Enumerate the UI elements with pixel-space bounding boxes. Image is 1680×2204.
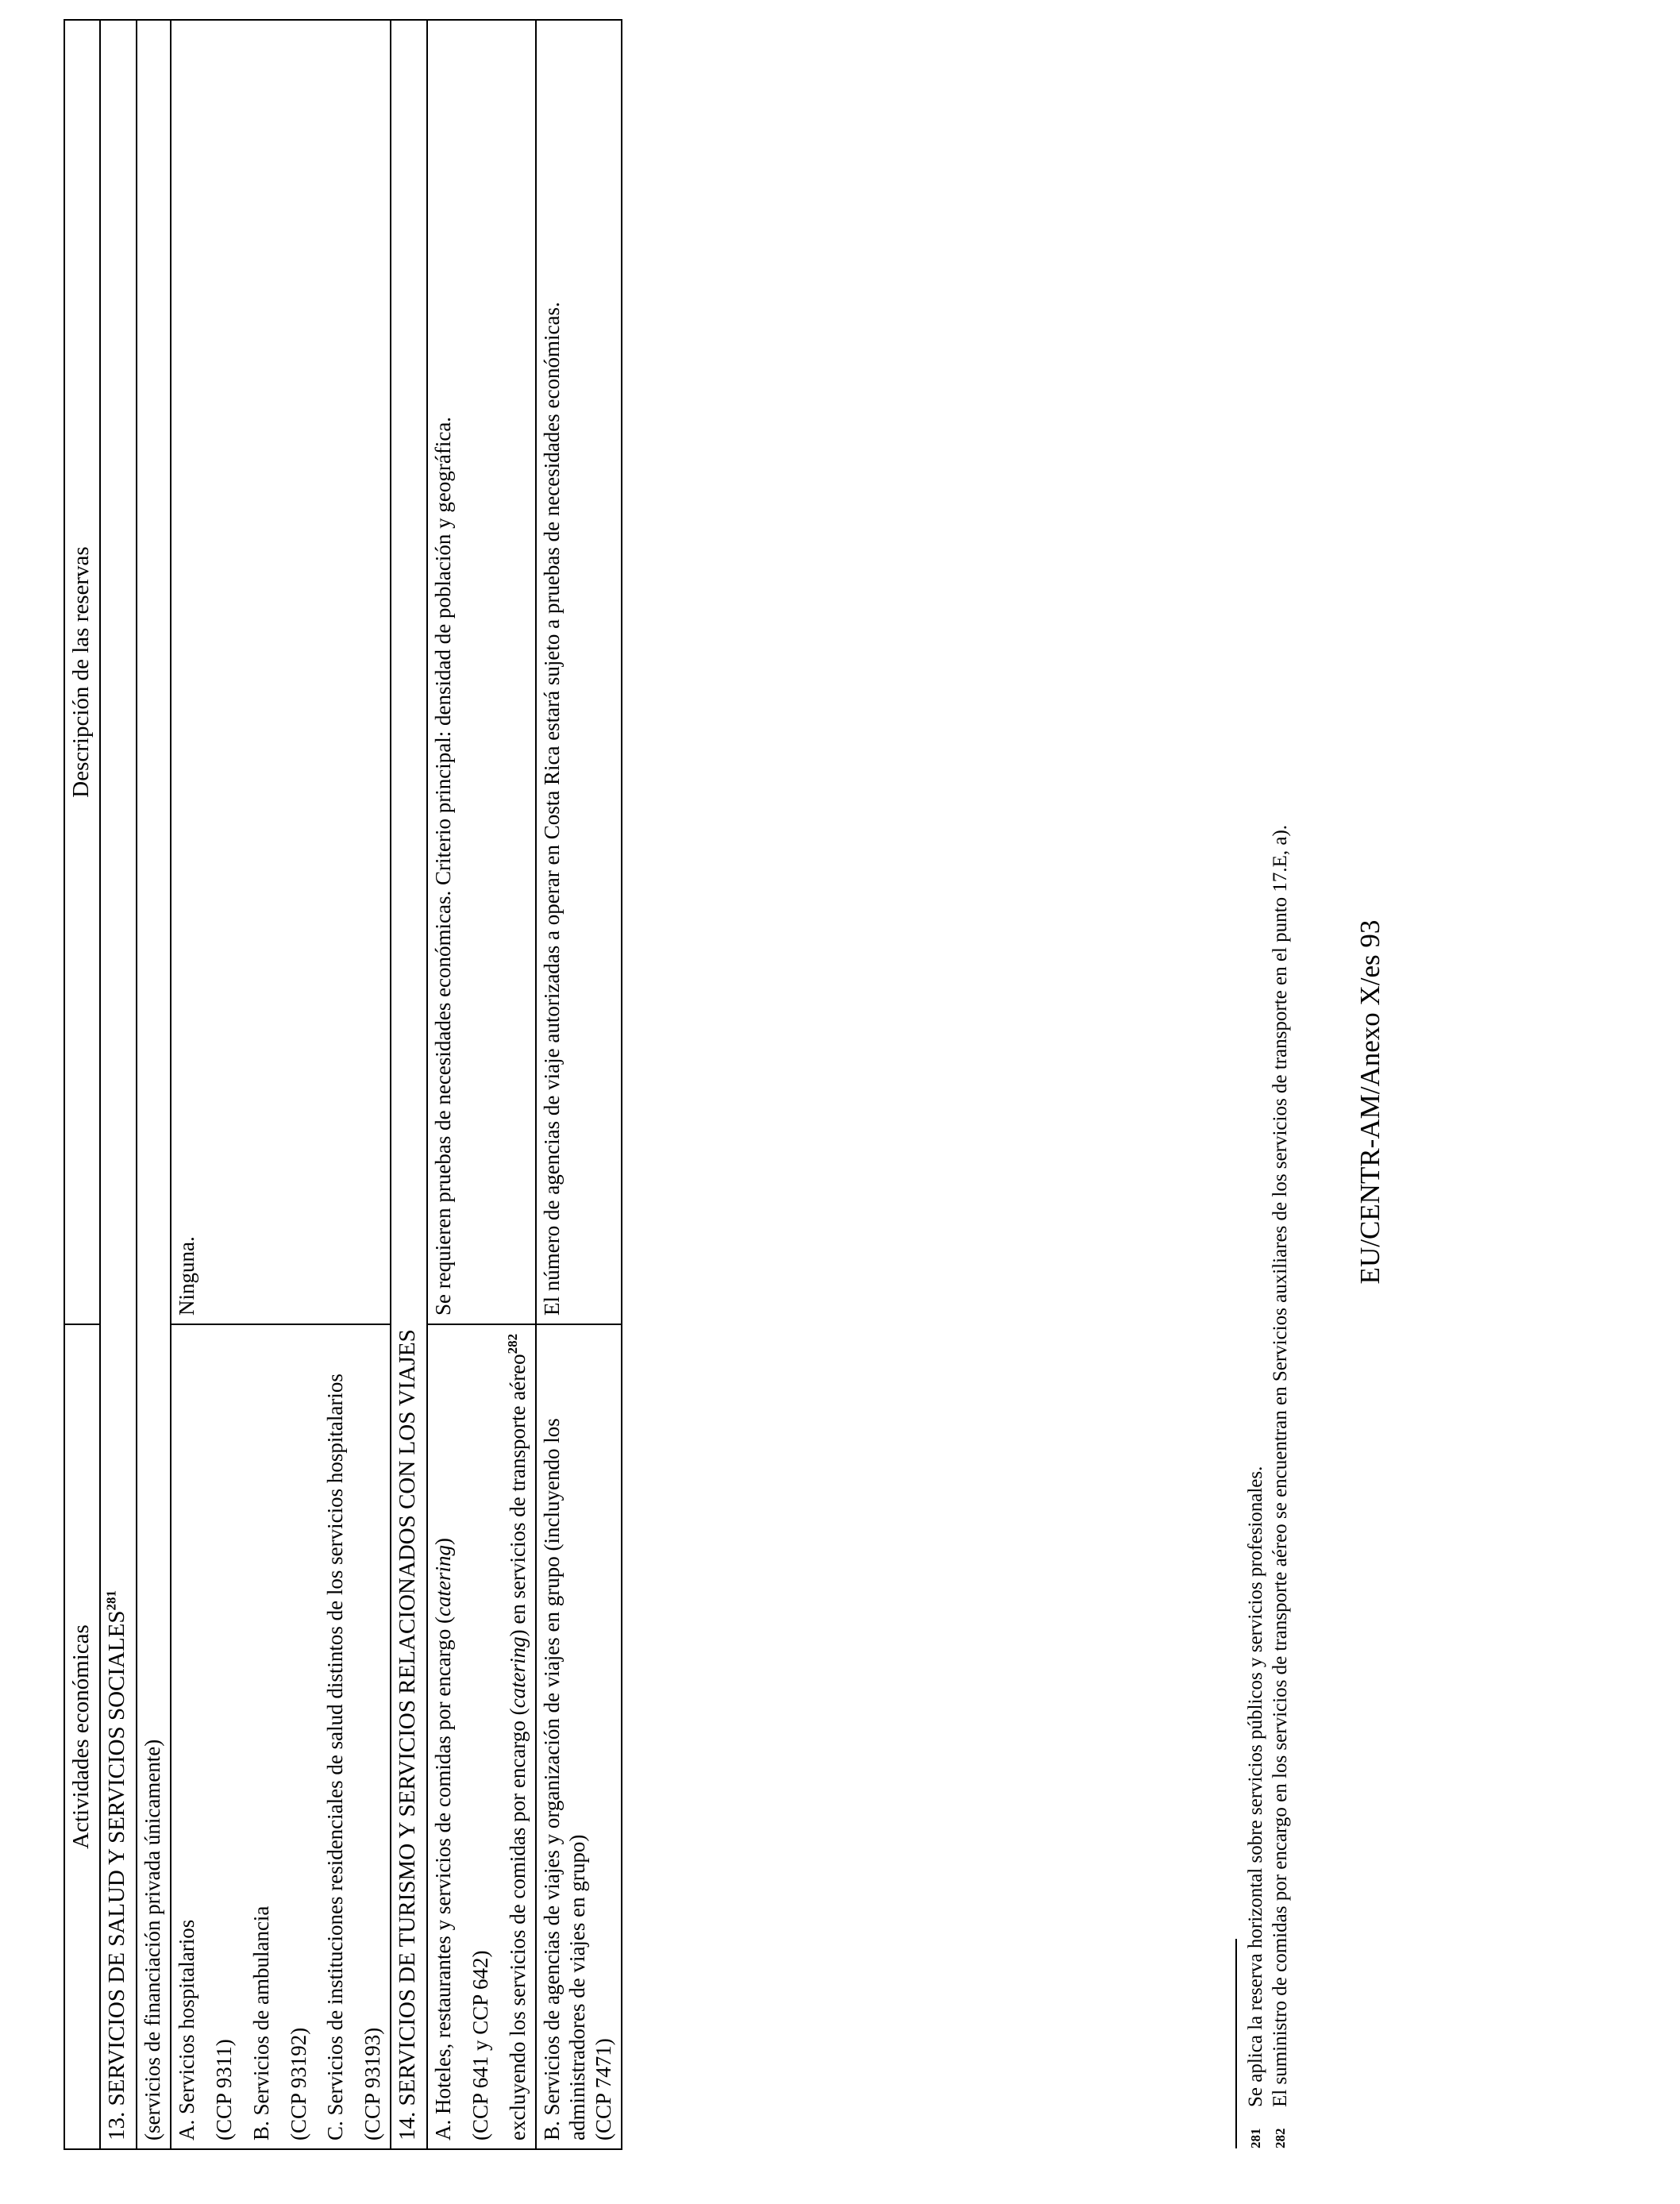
footnote-ref-281[interactable]: 281 <box>103 1589 119 1611</box>
activity-13a: A. Servicios hospitalarios <box>174 1919 198 2140</box>
section-13-title <box>100 20 136 2149</box>
exclusion-text-1: excluyendo los servicios de comidas por encargo ( <box>505 1708 530 2140</box>
section-13-title-row <box>100 20 136 2149</box>
activity-14b: B. Servicios de agencias de viajes y organización de viajes en grupo (incluyendo los administradores de viajes en grupo) <box>539 1418 590 2140</box>
footnote-281 <box>1243 84 1268 2148</box>
activity-13c-ccp: (CCP 93193) <box>360 2027 385 2140</box>
page-footer: EU/CENTR-AM/Anexo X/es 93 <box>1354 919 1385 1285</box>
activity-13a-ccp: (CCP 9311) <box>211 2039 236 2140</box>
section-14b-description: El número de agencias de viaje autorizadas a operar en Costa Rica estará sujeto a pruebas de necesidades económicas. <box>536 20 622 1324</box>
footnote-number: 282 <box>1273 2128 1289 2148</box>
footnote-separator <box>1235 1939 1237 2148</box>
activity-13c: C. Servicios de instituciones residenciales de salud distintos de los servicios hospitalarios <box>323 1374 348 2140</box>
section-13-row <box>171 20 391 2149</box>
section-13-subtitle: (servicios de financiación privada únicamente) <box>137 20 171 2149</box>
section-13-subtitle-row <box>137 20 171 2149</box>
activity-14a <box>430 1333 457 2140</box>
activity-13b-ccp: (CCP 93192) <box>286 2027 310 2140</box>
activity-14a-exclusion <box>505 1333 531 2140</box>
catering-term-2: catering <box>505 1636 530 1709</box>
activity-14a-text: A. Hoteles, restaurantes y servicios de comidas por encargo ( <box>430 1616 455 2140</box>
footnote-number: 281 <box>1248 2128 1263 2148</box>
activity-14a-ccp: (CCP 641 y CCP 642) <box>468 1950 492 2140</box>
exclusion-text-2: ) en servicios de transporte aéreo <box>505 1354 530 1637</box>
footnote-text: Se aplica la reserva horizontal sobre servicios públicos y servicios profesionales. <box>1245 1466 1266 2107</box>
section-14a-row <box>427 20 536 2149</box>
footnote-282 <box>1268 84 1293 2148</box>
catering-term: catering <box>430 1544 455 1616</box>
footnotes <box>1243 84 1293 2148</box>
section-14a-description: Se requieren pruebas de necesidades económicas. Criterio principal: densidad de población y geográfica. <box>427 20 536 1324</box>
section-13-title-text: 13. SERVICIOS DE SALUD Y SERVICIOS SOCIALES <box>104 1610 130 2140</box>
section-14b-row <box>536 20 622 2149</box>
footnote-text: El suministro de comidas por encargo en los servicios de transporte aéreo se encuentran en Servicios auxiliares de los servicios de transporte en el punto 17.E, a). <box>1270 824 1292 2107</box>
activity-13b: B. Servicios de ambulancia <box>249 1905 273 2140</box>
section-13-activities <box>171 1324 391 2149</box>
header-actividades: Actividades económicas <box>64 1324 100 2149</box>
table-header-row <box>64 20 100 2149</box>
activity-14b-ccp: (CCP 7471) <box>591 2038 616 2140</box>
activity-14a-close: ) <box>430 1537 455 1545</box>
section-13-description: Ninguna. <box>171 20 391 1324</box>
section-14b-activities <box>536 1324 622 2149</box>
section-14a-activities <box>427 1324 536 2149</box>
reservations-table <box>64 19 622 2150</box>
header-descripcion: Descripción de las reservas <box>64 20 100 1324</box>
section-14-title-row <box>391 20 426 2149</box>
footnote-ref-282[interactable]: 282 <box>504 1333 520 1354</box>
section-14-title: 14. SERVICIOS DE TURISMO Y SERVICIOS RELACIONADOS CON LOS VIAJES <box>391 20 426 2149</box>
